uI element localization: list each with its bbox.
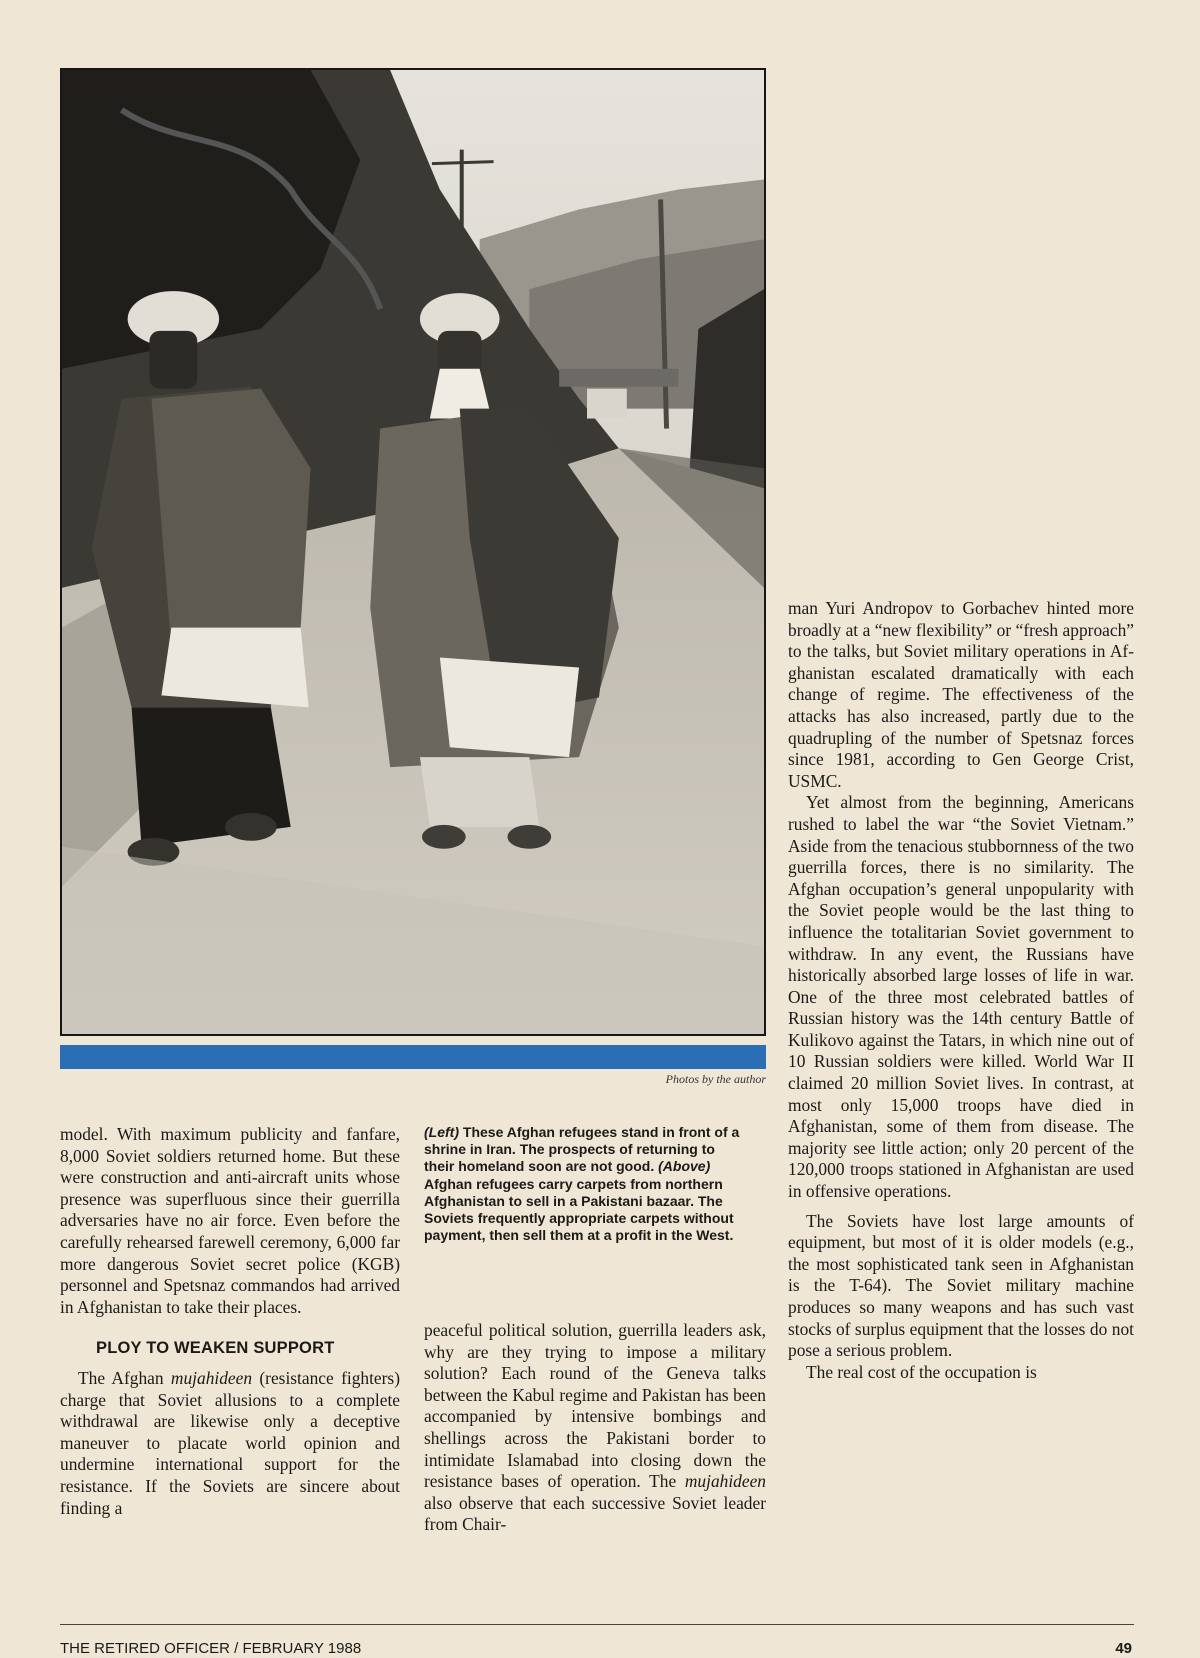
caption-left-tag: (Left) [424, 1124, 459, 1140]
paragraph: man Yuri Andropov to Gorbachev hinted more broadly at a “new flexibility” or “fresh approach” to the talks, but Soviet military operations in Afghanistan escalated dramatically with each change of regime. The effectiveness of the attacks has also increased, partly due to the quadrupling of the number of Spetsnaz forces since 1981, according to Gen George Crist, USMC. [788, 598, 1134, 791]
photo-credit: Photos by the author [665, 1072, 766, 1086]
accent-bar [60, 1045, 766, 1069]
article-column-1 [60, 1124, 400, 1519]
footer-rule [60, 1624, 1134, 1625]
paragraph: Yet almost from the beginning, Americans rushed to label the war “the Soviet Vietnam.” Aside from the tenacious stubbornness of the two guerrilla forces, there is no similarity. The Afghan occupation’s general unpopularity with the Soviet people would be the last thing to influence the totalitarian Soviet government to withdraw. In any event, the Russians have historically absorbed large losses of life in war. One of the three most celebrated battles of Russian history was the 14th century Battle of Kulikovo against the Tatars, in which nine out of 10 Russian soldiers were killed. World War II claimed 20 million Soviet lives. In contrast, at most only 15,000 troops have died in Afghanistan, some of them from disease. The majority see little action; only 20 percent of the 120,000 troops stationed in Afghanistan are used in offensive operations. [788, 792, 1134, 1202]
paragraph: The Afghan mujahideen (resistance fighters) charge that Soviet allusions to a complete withdrawal are likewise only a deceptive maneuver to placate world opinion and undermine international support for the resistance. If the Soviets are sincere about finding a [60, 1367, 400, 1518]
photo-illustration [62, 70, 764, 1034]
footer-publication: THE RETIRED OFFICER / FEBRUARY 1988 [60, 1640, 362, 1657]
paragraph: model. With maximum publicity and fanfare, 8,000 Soviet soldiers returned home. But these were construction and anti-aircraft units whose presence was superfluous since their guerrilla adversaries have no air force. Even before the carefully rehearsed farewell ceremony, 6,000 far more dangerous Soviet secret police (KGB) personnel and Spetsnaz commandos had arrived in Afghanistan to take their places. [60, 1124, 400, 1317]
photo-caption: (Left) These Afghan refugees stand in front of a shrine in Iran. The prospects of returning to their homeland soon are not good. (Above) Afghan refugees carry carpets from northern Afghanistan to sell in a Pakistani bazaar. The Soviets frequently appropriate carpets without payment, then sell them at a profit in the West. [424, 1124, 740, 1244]
article-column-2 [424, 1320, 766, 1536]
section-subhead: PLOY TO WEAKEN SUPPORT [96, 1339, 335, 1358]
paragraph: The Soviets have lost large amounts of equipment, but most of it is older models (e.g., the most sophisticated tank seen in Afghanistan is the T-64). The Soviet military machine produces so many weapons and has such vast stocks of surplus equipment that the losses do not pose a serious problem. [788, 1210, 1134, 1361]
article-column-3 [788, 598, 1134, 1383]
page-number: 49 [1115, 1640, 1132, 1657]
caption-above-tag: (Above) [658, 1158, 711, 1175]
paragraph: The real cost of the occupation is [806, 1361, 1037, 1382]
paragraph: peaceful political solution, guerrilla leaders ask, why are they trying to impose a military solution? Each round of the Geneva talks between the Kabul regime and Pakistan has been accompanied by intensive bombings and shellings across the Pakistani border to intimidate Islamabad into closing down the resistance bases of operation. The mujahideen also observe that each successive Soviet leader from Chair- [424, 1320, 766, 1535]
refugees-photo [60, 68, 766, 1036]
